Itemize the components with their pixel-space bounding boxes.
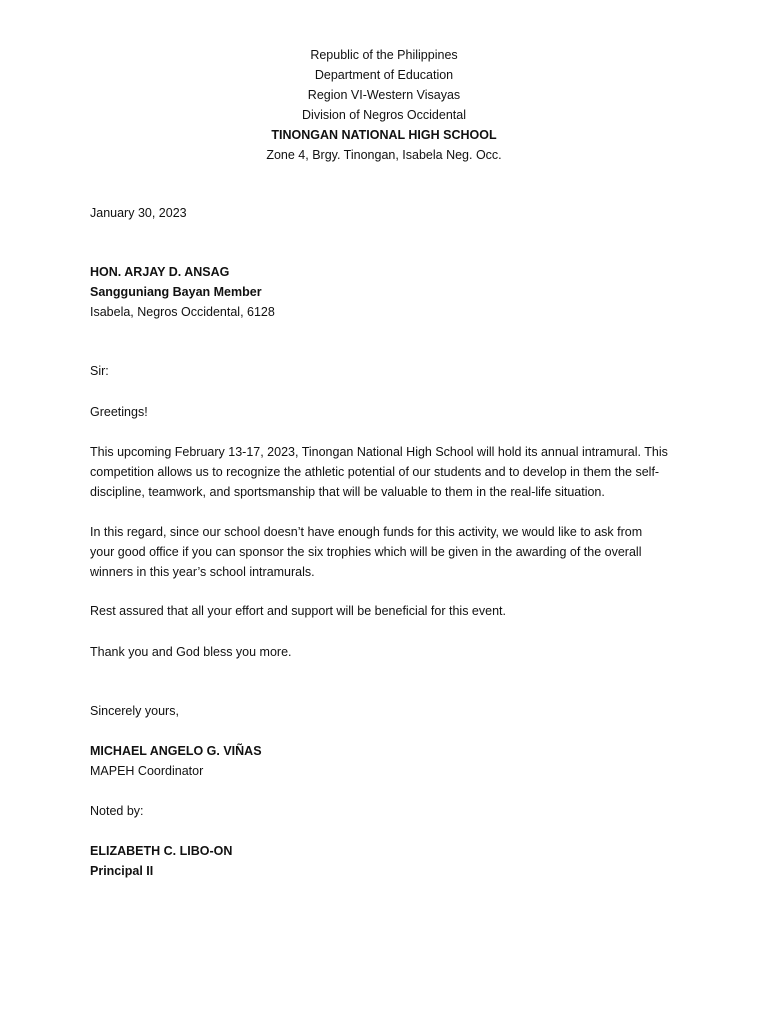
letterhead-republic: Republic of the Philippines: [310, 48, 458, 62]
noter-block: [90, 841, 690, 881]
noter-title: Principal II: [90, 864, 154, 878]
paragraph-1-line-3: discipline, teamwork, and sportsmanship that will be valuable to them in the real-life situation.: [90, 485, 605, 499]
letterhead-division: Division of Negros Occidental: [302, 108, 466, 122]
paragraph-1-line-1: This upcoming February 13-17, 2023, Tinongan National High School will hold its annual intramural. This: [90, 445, 668, 459]
letterhead-address: Zone 4, Brgy. Tinongan, Isabela Neg. Occ.: [266, 148, 502, 162]
paragraph-2-line-2: your good office if you can sponsor the six trophies which will be given in the awarding of the overall: [90, 545, 642, 559]
paragraph-2: [90, 522, 692, 582]
recipient-name: HON. ARJAY D. ANSAG: [90, 265, 230, 279]
signatory-name: MICHAEL ANGELO G. VIÑAS: [90, 744, 262, 758]
letterhead-school: TINONGAN NATIONAL HIGH SCHOOL: [271, 128, 497, 142]
recipient-address: Isabela, Negros Occidental, 6128: [90, 305, 275, 319]
recipient-position: Sangguniang Bayan Member: [90, 285, 262, 299]
paragraph-1-line-2: competition allows us to recognize the athletic potential of our students and to develop in them the self-: [90, 465, 660, 479]
letter-date: January 30, 2023: [90, 206, 187, 220]
recipient-block: [90, 262, 690, 322]
closing: Sincerely yours,: [90, 704, 179, 718]
paragraph-1: [90, 442, 692, 502]
salutation: Sir:: [90, 364, 109, 378]
paragraph-4: Thank you and God bless you more.: [90, 645, 292, 659]
noter-name: ELIZABETH C. LIBO-ON: [90, 844, 233, 858]
letterhead-department: Department of Education: [314, 68, 454, 82]
signatory-title: MAPEH Coordinator: [90, 764, 204, 778]
letterhead-region: Region VI-Western Visayas: [307, 88, 461, 102]
noted-by-label: Noted by:: [90, 804, 144, 818]
letterhead: [0, 45, 768, 165]
greeting: Greetings!: [90, 405, 148, 419]
paragraph-3: Rest assured that all your effort and support will be beneficial for this event.: [90, 604, 506, 618]
paragraph-2-line-1: In this regard, since our school doesn’t have enough funds for this activity, we would like to ask from: [90, 525, 643, 539]
signatory-block: [90, 741, 690, 781]
paragraph-2-line-3: winners in this year’s school intramurals.: [90, 565, 315, 579]
